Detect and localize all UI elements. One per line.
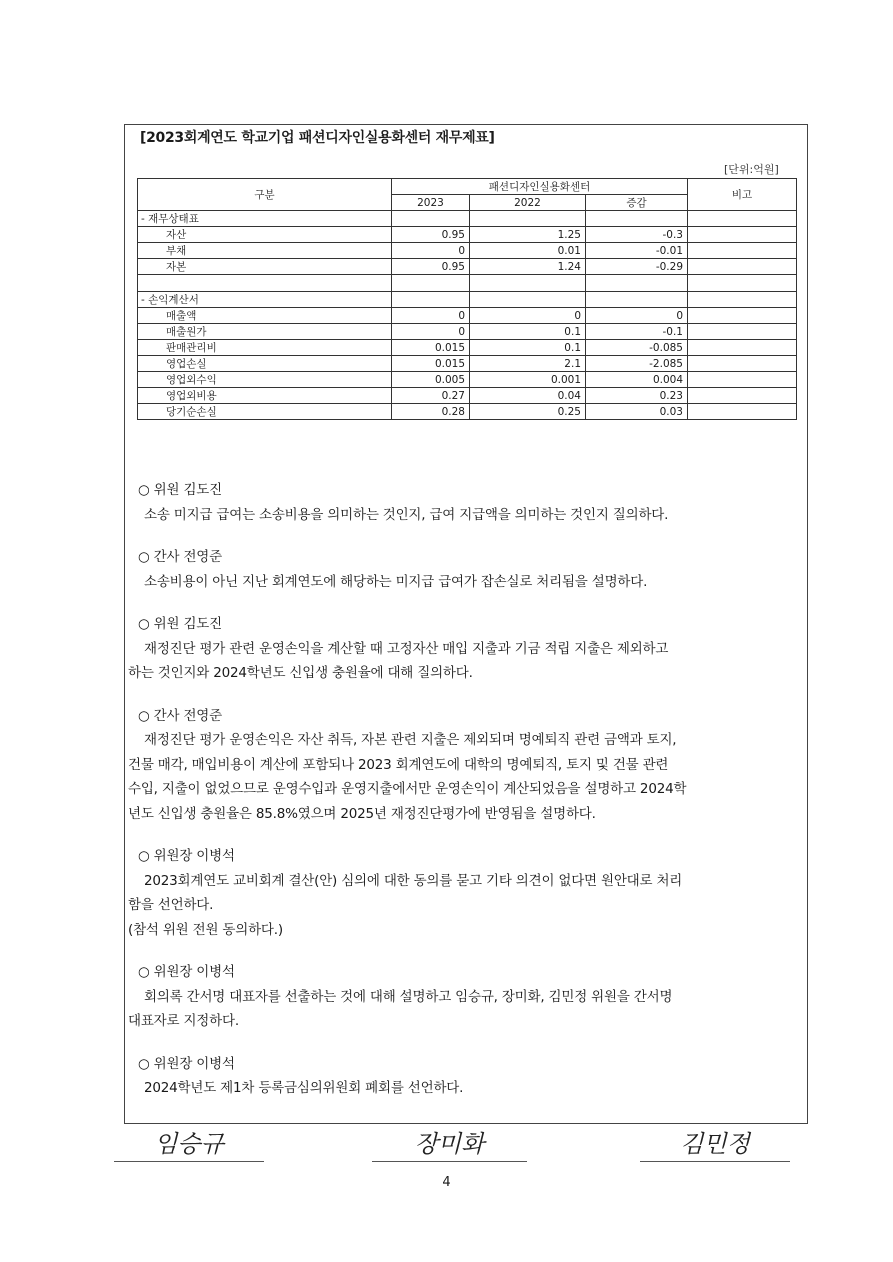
minutes-line: 함을 선언하다. [128,897,214,913]
section-row [138,211,797,227]
value-2023: 0.005 [392,372,470,388]
speaker-label: ○ 위원장 이병석 [138,848,235,864]
value-2023: 0.95 [392,259,470,275]
minutes-line: 건물 매각, 매입비용이 계산에 포함되나 2023 회계연도에 대학의 명예퇴직, 토지 및 건물 관련 [128,756,669,773]
minutes-line: 하는 것인지와 2024학년도 신입생 충원율에 대해 질의하다. [128,665,473,681]
value-change: -0.3 [586,227,688,243]
value-2023: 0.28 [392,404,470,420]
speaker-label: ○ 간사 전영준 [138,549,222,565]
speaker-label: ○ 위원장 이병석 [138,1055,235,1072]
row-label: 매출액 [138,308,392,324]
unit-label: [단위:억원] [724,163,779,176]
value-change: -2.085 [586,356,688,372]
value-2022: 0.01 [470,243,586,259]
minutes-line: 회의록 간서명 대표자를 선출하는 것에 대해 설명하고 임승규, 장미화, 김민정 위원을 간서명 [144,988,673,1005]
signature-1: 임승규 [114,1127,264,1162]
value-change: 0.004 [586,372,688,388]
minutes-entry [128,844,796,942]
minutes-line: 2023회계연도 교비회계 결산(안) 심의에 대한 동의를 묻고 기타 의견이 없다면 원안대로 처리 [144,872,683,889]
value-2023: 0 [392,308,470,324]
minutes-line: 재정진단 평가 운영손익은 자산 취득, 자본 관련 지출은 제외되며 명예퇴직 관련 금액과 토지, [144,732,677,748]
row-label: 영업외비용 [138,388,392,404]
section-row [138,292,797,308]
row-label: 자산 [138,227,392,243]
table-header-row [138,179,797,195]
header-category: 구분 [138,179,392,211]
minutes-entry [128,478,796,527]
value-2023: 0 [392,324,470,340]
value-2022: 0.001 [470,372,586,388]
value-change: -0.01 [586,243,688,259]
value-change: -0.29 [586,259,688,275]
minutes-line: 재정진단 평가 관련 운영손익을 계산할 때 고정자산 매입 지출과 기금 적립 지출은 제외하고 [144,640,669,657]
table-row [138,340,797,356]
value-2022: 0 [470,308,586,324]
table-row [138,356,797,372]
value-change: -0.1 [586,324,688,340]
table-row [138,372,797,388]
header-2023: 2023 [392,195,470,211]
value-2023: 0.27 [392,388,470,404]
row-label: 당기순손실 [138,404,392,420]
row-label: 영업외수익 [138,372,392,388]
value-2022: 0.1 [470,340,586,356]
value-2023: 0.015 [392,356,470,372]
value-2023: 0 [392,243,470,259]
financial-statement-title: [2023회계연도 학교기업 패션디자인실용화센터 재무제표] [140,130,495,146]
value-2023: 0.95 [392,227,470,243]
value-change: 0.23 [586,388,688,404]
page-number: 4 [442,1175,451,1190]
minutes-line: 소송 미지급 급여는 소송비용을 의미하는 것인지, 급여 지급액을 의미하는 것인지 질의하다. [144,506,669,523]
row-label: 영업손실 [138,356,392,372]
spacer-row [138,275,797,292]
table-row [138,243,797,259]
table-row [138,308,797,324]
row-label: 부채 [138,243,392,259]
value-change: -0.085 [586,340,688,356]
minutes-line: 대표자로 지정하다. [128,1013,239,1029]
value-2023: 0.015 [392,340,470,356]
section-balance-sheet: - 재무상태표 [138,211,392,227]
speaker-label: ○ 위원 김도진 [138,482,222,498]
speaker-label: ○ 위원 김도진 [138,616,222,632]
minutes-entry [128,1052,796,1101]
minutes-entry [128,612,796,686]
header-center: 패션디자인실용화센터 [392,179,688,195]
speaker-label: ○ 위원장 이병석 [138,964,235,980]
header-2022: 2022 [470,195,586,211]
value-2022: 1.24 [470,259,586,275]
value-2022: 2.1 [470,356,586,372]
minutes-line: 년도 신입생 충원율은 85.8%였으며 2025년 재정진단평가에 반영됨을 설명하다. [128,805,596,822]
minutes-entry [128,545,796,594]
speaker-label: ○ 간사 전영준 [138,707,222,724]
table-row [138,324,797,340]
minutes-line: 수입, 지출이 없었으므로 운영수입과 운영지출에서만 운영손익이 계산되었음을 설명하고 2024학 [128,781,687,797]
row-label: 매출원가 [138,324,392,340]
minutes-entry [128,704,796,827]
value-2022: 0.04 [470,388,586,404]
minutes-entry [128,960,796,1034]
minutes-line: 소송비용이 아닌 지난 회계연도에 해당하는 미지급 급여가 잡손실로 처리됨을 설명하다. [144,573,648,590]
table-row [138,259,797,275]
value-2022: 0.25 [470,404,586,420]
financial-table [137,178,797,420]
signature-2: 장미화 [372,1127,527,1162]
value-2022: 1.25 [470,227,586,243]
row-label: 자본 [138,259,392,275]
value-change: 0 [586,308,688,324]
table-row [138,227,797,243]
minutes-line: 2024학년도 제1차 등록금심의위원회 폐회를 선언하다. [144,1080,464,1096]
row-label: 판매관리비 [138,340,392,356]
value-change: 0.03 [586,404,688,420]
minutes-body [128,478,796,1119]
minutes-line: (참석 위원 전원 동의하다.) [128,921,283,938]
value-2022: 0.1 [470,324,586,340]
table-row [138,388,797,404]
signature-3: 김민정 [640,1127,790,1162]
table-row [138,404,797,420]
section-income-statement: - 손익계산서 [138,292,392,308]
header-note: 비고 [688,179,797,211]
header-change: 증감 [586,195,688,211]
